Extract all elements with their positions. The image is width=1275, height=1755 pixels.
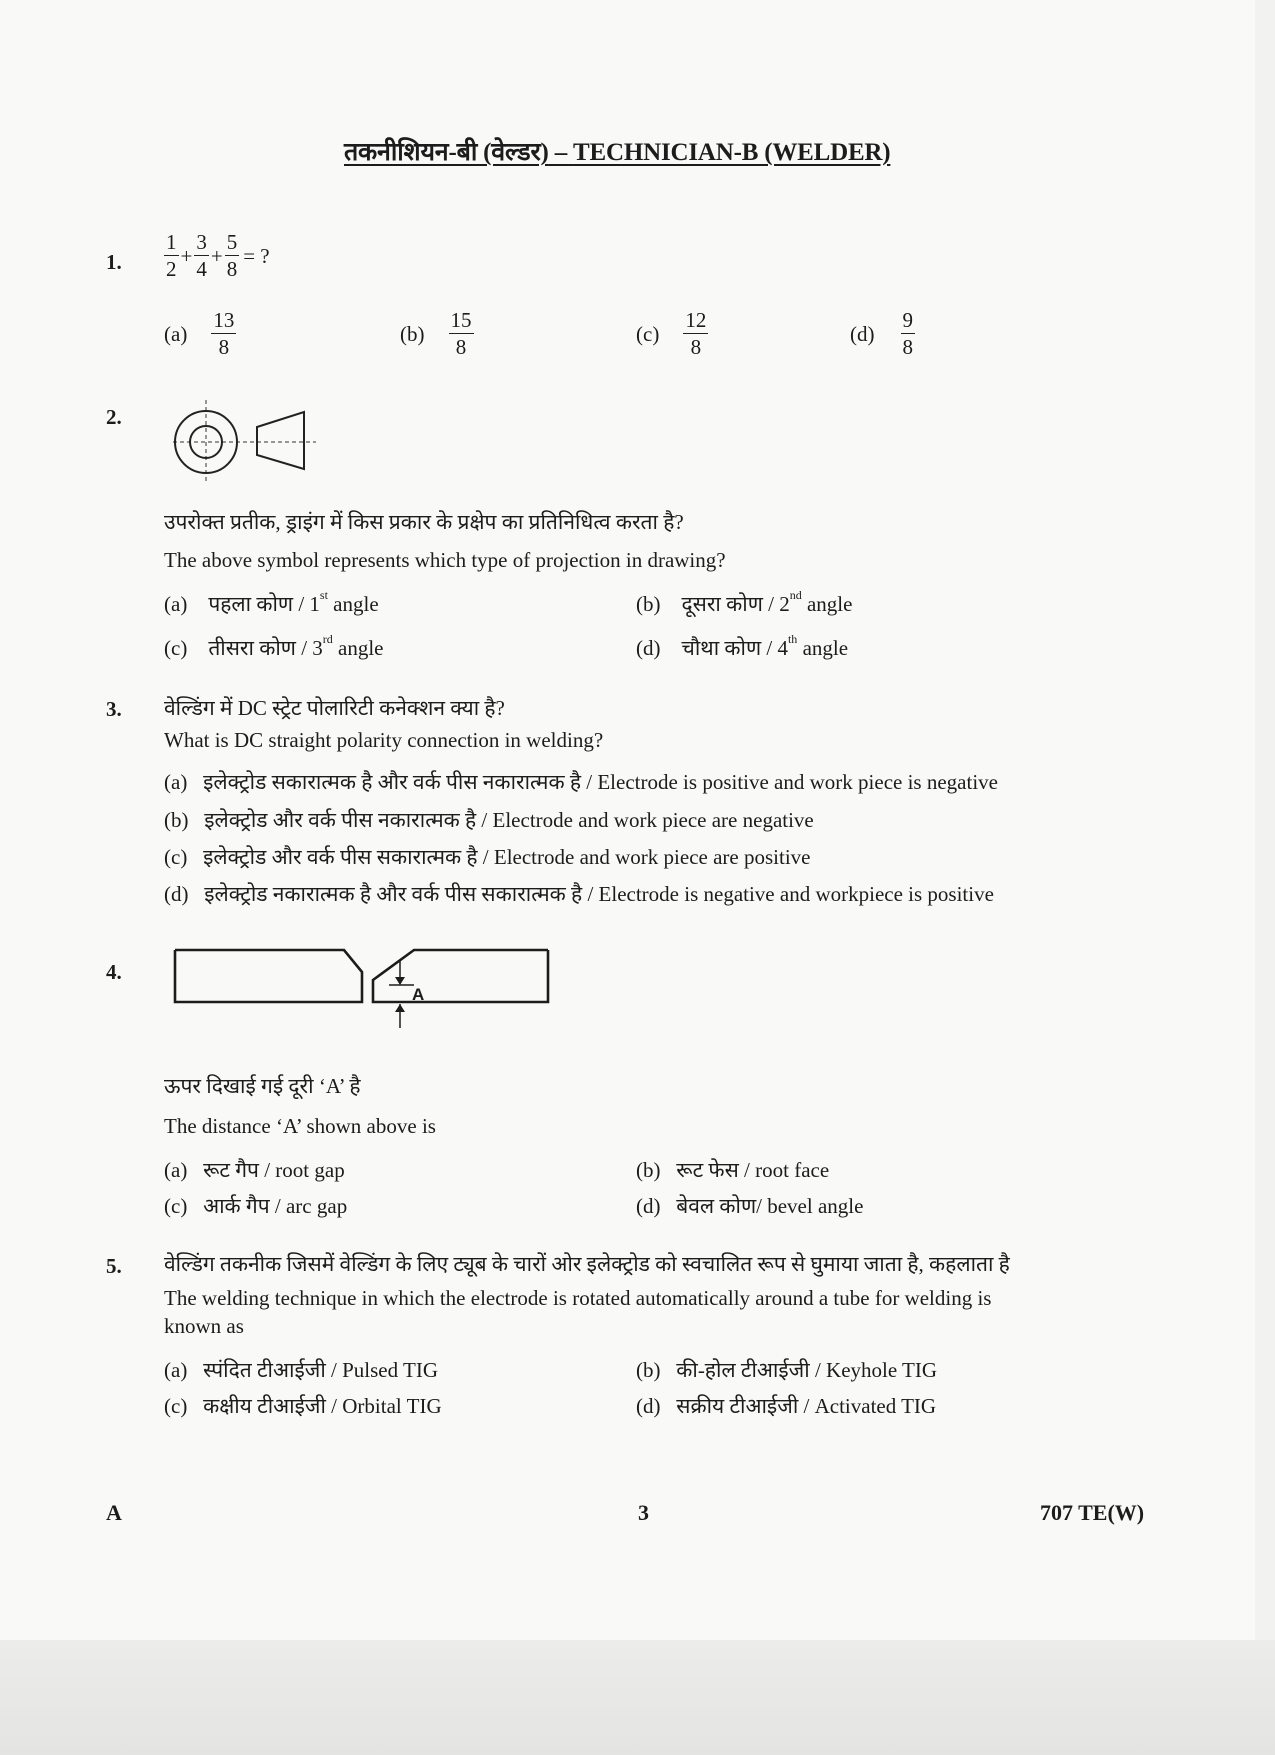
question-text-hindi: ऊपर दिखाई गई दूरी ‘A’ है	[164, 1074, 361, 1098]
title-separator: –	[548, 139, 574, 166]
question-text-hindi: वेल्डिंग में DC स्ट्रेट पोलारिटी कनेक्शन क्या है?	[164, 696, 505, 720]
paper-code: 707 TE(W)	[1040, 1500, 1145, 1525]
option-d[interactable]: (d) बेवल कोण/ bevel angle	[636, 1194, 864, 1218]
question-text-english: The welding technique in which the electrode is rotated automatically around a tube for welding is	[164, 1286, 992, 1310]
question-number: 3.	[106, 697, 122, 721]
option-a[interactable]: (a) इलेक्ट्रोड सकारात्मक है और वर्क पीस नकारात्मक है / Electrode is positive and work piece is negative	[164, 770, 998, 794]
page-title	[344, 134, 890, 168]
question-text-english: The above symbol represents which type of projection in drawing?	[164, 548, 726, 572]
option-fraction: $\frac{13}{8}$	[213, 308, 235, 359]
option-d[interactable]: (d) $\frac{9}{8}$	[850, 308, 913, 359]
series-code: A	[106, 1500, 122, 1525]
scan-margin	[0, 1640, 1275, 1755]
option-b[interactable]: (b) की-होल टीआईजी / Keyhole TIG	[636, 1358, 938, 1382]
option-d[interactable]: (d) इलेक्ट्रोड नकारात्मक है और वर्क पीस सकारात्मक है / Electrode is negative and workpiece is positive	[164, 882, 994, 906]
question-text-english: The distance ‘A’ shown above is	[164, 1114, 436, 1138]
title-english: TECHNICIAN-B (WELDER)	[573, 139, 891, 166]
option-c[interactable]: (c) आर्क गैप / arc gap	[164, 1194, 348, 1218]
option-fraction: $\frac{12}{8}$	[685, 308, 707, 359]
option-b[interactable]: (b) रूट फेस / root face	[636, 1158, 830, 1182]
option-c[interactable]: (c) इलेक्ट्रोड और वर्क पीस सकारात्मक है / Electrode and work piece are positive	[164, 845, 811, 869]
question-number: 5.	[106, 1254, 122, 1278]
option-a[interactable]: (a) $\frac{13}{8}$	[164, 308, 235, 359]
fraction-expression	[164, 232, 270, 280]
fraction: $\frac{3}{4}$	[196, 230, 207, 281]
option-a[interactable]: (a) रूट गैप / root gap	[164, 1158, 345, 1182]
weld-joint-diagram-icon	[170, 940, 555, 1040]
projection-symbol-icon	[168, 400, 318, 485]
fraction: $\frac{5}{8}$	[226, 230, 238, 281]
title-hindi: तकनीशियन-बी (वेल्डर)	[344, 139, 549, 166]
question-text-hindi: वेल्डिंग तकनीक जिसमें वेल्डिंग के लिए ट्यूब के चारों ओर इलेक्ट्रोड को स्वचालित रूप से घुमाया जाता है, कहलाता है	[164, 1252, 1010, 1276]
option-a[interactable]: (a) स्पंदित टीआईजी / Pulsed TIG	[164, 1358, 438, 1382]
plus-sign: +	[180, 243, 193, 268]
question-text-hindi: उपरोक्त प्रतीक, ड्राइंग में किस प्रकार के प्रक्षेप का प्रतिनिधित्व करता है?	[164, 510, 684, 534]
option-a[interactable]: (a) पहला कोण / 1st angle	[164, 588, 379, 616]
equals-question: = ?	[243, 243, 270, 268]
option-fraction: $\frac{9}{8}$	[902, 308, 913, 359]
option-b[interactable]: (b) इलेक्ट्रोड और वर्क पीस नकारात्मक है / Electrode and work piece are negative	[164, 808, 814, 832]
page-number: 3	[638, 1500, 649, 1525]
distance-label-a: A	[412, 985, 425, 1004]
option-fraction: $\frac{15}{8}$	[450, 308, 472, 359]
question-text-english: What is DC straight polarity connection in welding?	[164, 728, 604, 752]
option-b[interactable]: (b) $\frac{15}{8}$	[400, 308, 472, 359]
fraction: $\frac{1}{2}$	[166, 230, 177, 281]
question-text-english-cont: known as	[164, 1314, 244, 1338]
option-c[interactable]: (c) कक्षीय टीआईजी / Orbital TIG	[164, 1394, 442, 1418]
option-c[interactable]: (c) $\frac{12}{8}$	[636, 308, 707, 359]
option-d[interactable]: (d) सक्रीय टीआईजी / Activated TIG	[636, 1394, 937, 1418]
question-number: 4.	[106, 960, 122, 984]
option-b[interactable]: (b) दूसरा कोण / 2nd angle	[636, 588, 853, 616]
option-c[interactable]: (c) तीसरा कोण / 3rd angle	[164, 632, 384, 660]
question-number: 2.	[106, 405, 122, 429]
plus-sign: +	[210, 243, 223, 268]
question-number: 1.	[106, 250, 122, 274]
option-d[interactable]: (d) चौथा कोण / 4th angle	[636, 632, 849, 660]
